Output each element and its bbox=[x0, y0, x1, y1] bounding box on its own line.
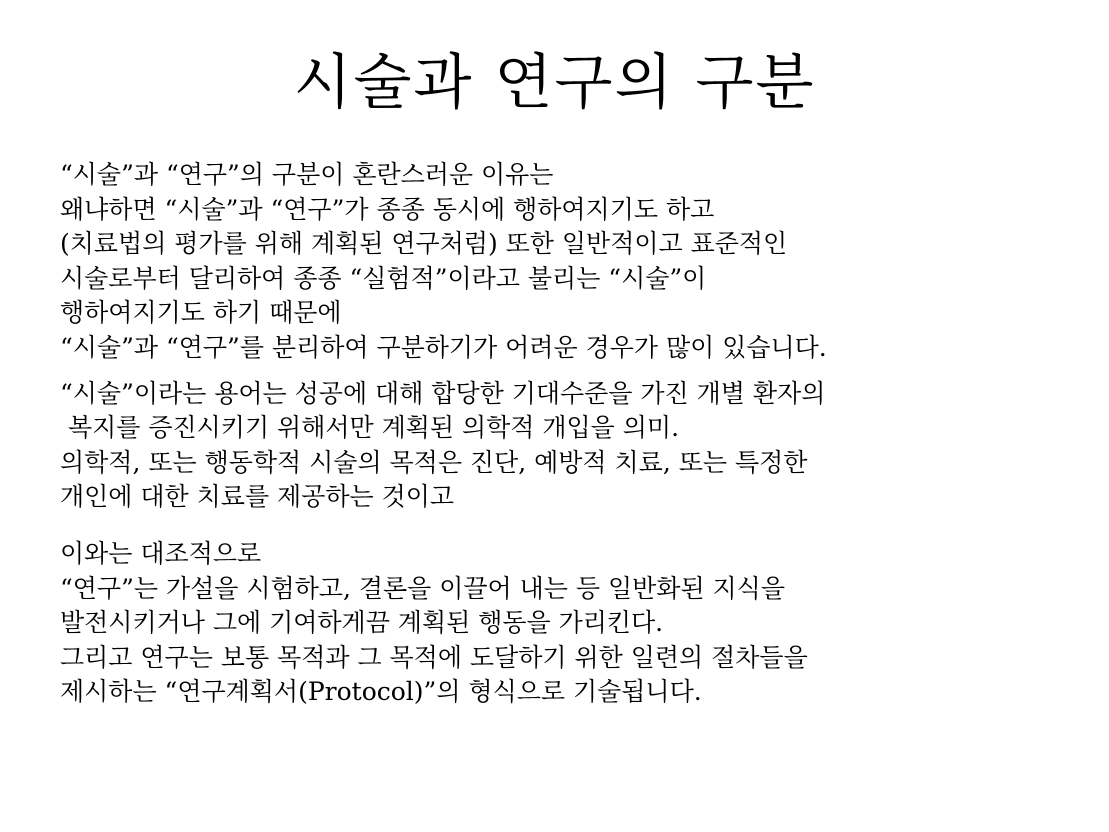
slide-title: 시술과 연구의 구분 bbox=[293, 48, 816, 118]
text-line: 시술로부터 달리하여 종종 “실험적”이라고 불리는 “시술”이 bbox=[60, 263, 707, 293]
paragraph-practice-research-confusion bbox=[60, 158, 1090, 366]
text-line: 그리고 연구는 보통 목적과 그 목적에 도달하기 위한 일련의 절차들을 bbox=[60, 642, 808, 672]
text-line: (치료법의 평가를 위해 계획된 연구처럼) 또한 일반적이고 표준적인 bbox=[60, 229, 788, 259]
text-line: 제시하는 “연구계획서(Protocol)”의 형식으로 기술됩니다. bbox=[60, 677, 702, 707]
text-line: 개인에 대한 치료를 제공하는 것이고 bbox=[60, 482, 455, 512]
text-line: 의학적, 또는 행동학적 시술의 목적은 진단, 예방적 치료, 또는 특정한 bbox=[60, 447, 808, 477]
text-line: 이와는 대조적으로 bbox=[60, 538, 262, 568]
text-line: “시술”이라는 용어는 성공에 대해 합당한 기대수준을 가진 개별 환자의 bbox=[60, 378, 826, 408]
paragraph-practice-definition bbox=[60, 377, 1090, 515]
text-line: 발전시키거나 그에 기여하게끔 계획된 행동을 가리킨다. bbox=[60, 608, 664, 638]
text-line: “연구”는 가설을 시험하고, 결론을 이끌어 내는 등 일반화된 지식을 bbox=[60, 573, 785, 603]
text-line: 왜냐하면 “시술”과 “연구”가 종종 동시에 행하여지기도 하고 bbox=[60, 194, 715, 224]
text-line: “시술”과 “연구”의 구분이 혼란스러운 이유는 bbox=[60, 160, 554, 189]
text-line: “시술”과 “연구”를 분리하여 구분하기가 어려운 경우가 많이 있습니다. bbox=[60, 332, 827, 362]
paragraph-research-definition bbox=[60, 537, 1090, 710]
text-line: 행하여지기도 하기 때문에 bbox=[60, 298, 342, 328]
text-line: 복지를 증진시키기 위해서만 계획된 의학적 개입을 의미. bbox=[60, 413, 680, 443]
slide-body bbox=[60, 158, 1090, 710]
